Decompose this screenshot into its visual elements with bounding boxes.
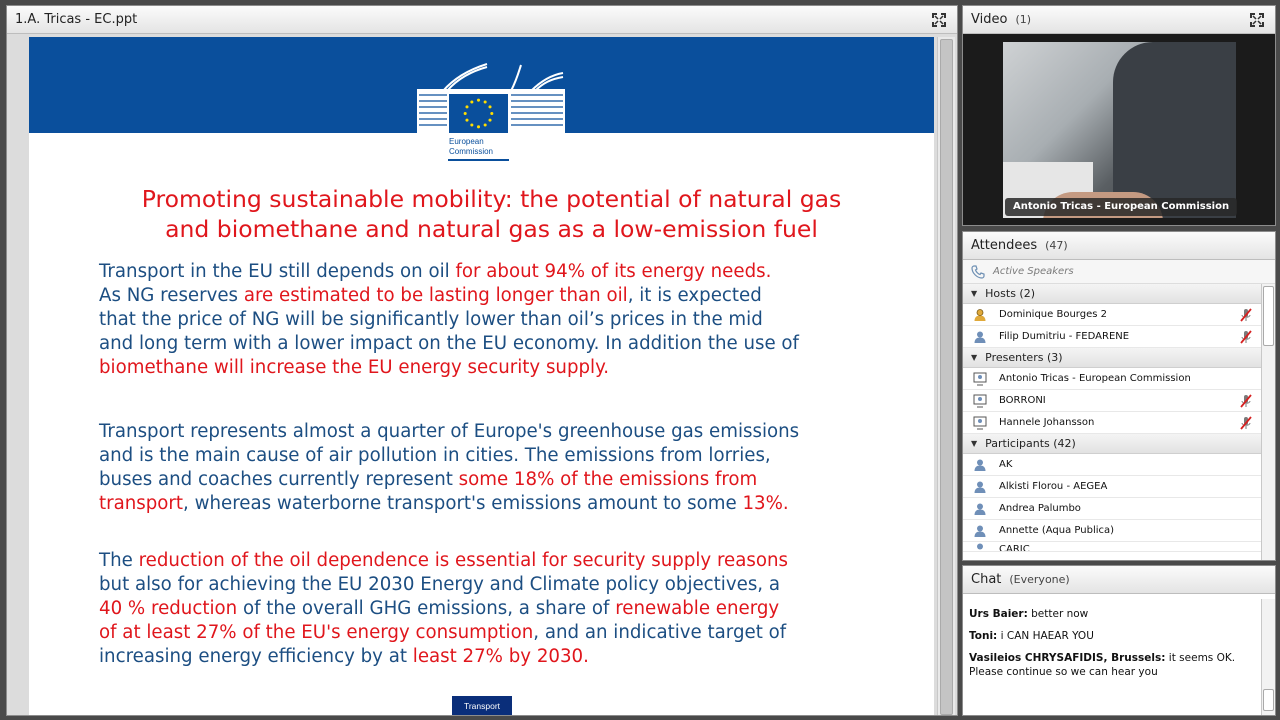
attendees-scrollbar[interactable] [1261, 284, 1275, 560]
attendee-row[interactable]: Dominique Bourges 2 [963, 304, 1262, 326]
share-scrollbar[interactable] [937, 37, 955, 716]
collapse-triangle-icon[interactable]: ▼ [971, 289, 978, 298]
attendee-row[interactable]: Andrea Palumbo [963, 498, 1262, 520]
slide-paragraph-3: The reduction of the oil dependence is essential for security supply reasons but also for achieving the EU 2030 Energy and Climate policy objectives, a 40 % reduction of the overall GHG emissions, a share of renewable energy of at least 27% of the EU's energy consumption, and an indicative target of increasing energy efficiency by at least 27% by 2030. [99, 550, 788, 667]
participant-user-icon [973, 458, 987, 472]
collapse-triangle-icon[interactable]: ▼ [971, 353, 978, 362]
attendee-row[interactable]: Antonio Tricas - European Commission [963, 368, 1262, 390]
logo-underline [448, 159, 509, 161]
collapse-triangle-icon[interactable]: ▼ [971, 439, 978, 448]
chat-message: Urs Baier: better now [969, 608, 1089, 620]
fullscreen-icon[interactable] [1249, 12, 1265, 28]
attendees-pod-header [963, 232, 1275, 260]
european-commission-logo [417, 61, 565, 163]
chat-scrollbar[interactable] [1261, 599, 1275, 715]
fullscreen-icon[interactable] [931, 12, 947, 28]
attendee-row[interactable]: CARIC [963, 542, 1262, 552]
chat-message: Vasileios CHRYSAFIDIS, Brussels: it seems OK. Please continue so we can hear you [969, 652, 1236, 678]
active-speakers: Active Speakers [963, 260, 1275, 284]
attendee-row[interactable]: AK [963, 454, 1262, 476]
slide-paragraph-1: Transport in the EU still depends on oil for about 94% of its energy needs. As NG reserves are estimated to be lasting longer than oil, it is expected that the price of NG will be significantly lower than oil’s prices in the mid and long term with a lower impact on the EU economy. In addition the use of biomethane will increase the EU energy security supply. [99, 261, 799, 378]
participant-user-icon [973, 502, 987, 516]
video-pod-title: Video [971, 12, 1008, 27]
presenter-icon [973, 416, 987, 430]
participant-user-icon [973, 480, 987, 494]
chat-pod-header [963, 566, 1275, 594]
video-pod [962, 5, 1276, 226]
share-scroll-thumb[interactable] [940, 39, 953, 715]
group-participants[interactable]: ▼ Participants (42) [963, 434, 1275, 454]
chat-scroll-thumb[interactable] [1263, 689, 1274, 711]
share-pod-title: 1.A. Tricas - EC.ppt [15, 12, 138, 27]
attendee-row[interactable]: Filip Dumitriu - FEDARENE [963, 326, 1262, 348]
slide-footer-tag: Transport [452, 696, 512, 716]
slide-paragraph-2: Transport represents almost a quarter of Europe's greenhouse gas emissions and is the main cause of air pollution in cities. The emissions from lorries, buses and coaches currently represent some 18% of the emissions from transport, whereas waterborne transport's emissions amount to some 13%. [99, 421, 800, 514]
video-caption: Antonio Tricas - European Commission [1005, 198, 1237, 216]
microphone-icon [1240, 308, 1252, 322]
host-user-icon [973, 330, 987, 344]
eu-flag-icon [448, 93, 509, 134]
attendees-scroll-thumb[interactable] [1263, 286, 1274, 346]
participant-user-icon [973, 524, 987, 538]
chat-message: Toni: i CAN HAEAR YOU [969, 630, 1094, 642]
attendee-row[interactable]: Hannele Johansson [963, 412, 1262, 434]
group-hosts[interactable]: ▼ Hosts (2) [963, 284, 1275, 304]
attendee-row[interactable]: Alkisti Florou - AEGEA [963, 476, 1262, 498]
attendees-pod [962, 231, 1276, 561]
microphone-icon [1240, 330, 1252, 344]
chat-pod [962, 565, 1276, 716]
presenter-icon [973, 394, 987, 408]
video-pod-header [963, 6, 1275, 34]
microphone-icon [1240, 416, 1252, 430]
participant-user-icon [973, 542, 987, 552]
slide-title: Promoting sustainable mobility: the potential of natural gas and biomethane and natural gas as a low-emission fuel [141, 185, 842, 243]
share-pod-header [7, 6, 957, 34]
chat-messages [963, 599, 1263, 695]
logo-text: European Commission [449, 137, 494, 156]
attendee-row[interactable]: BORRONI [963, 390, 1262, 412]
presentation-slide [29, 37, 934, 716]
microphone-icon [1240, 394, 1252, 408]
phone-icon [971, 265, 985, 279]
share-pod [6, 5, 958, 716]
host-user-icon [973, 308, 987, 322]
group-presenters[interactable]: ▼ Presenters (3) [963, 348, 1275, 368]
video-count: (1) [1015, 13, 1032, 26]
chat-pod-title: Chat [971, 572, 1002, 587]
attendees-count: (47) [1045, 239, 1068, 252]
attendees-pod-title: Attendees [971, 238, 1038, 253]
chat-scope[interactable]: (Everyone) [1009, 573, 1070, 586]
presenter-icon [973, 372, 987, 386]
attendee-row[interactable]: Annette (Aqua Publica) [963, 520, 1262, 542]
webcam-video-feed[interactable] [1003, 42, 1236, 218]
